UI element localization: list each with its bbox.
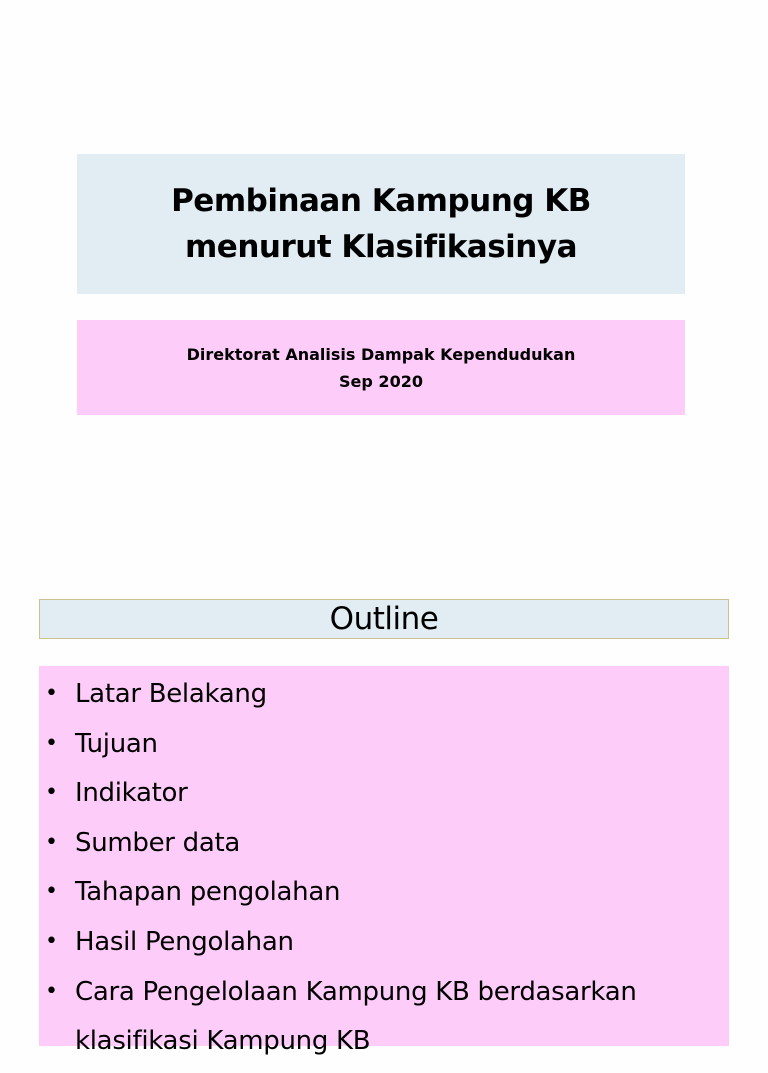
title-box <box>77 154 685 294</box>
outline-item-label: Sumber data <box>75 827 241 858</box>
bullet-icon: • <box>45 730 58 756</box>
outline-item <box>39 726 729 776</box>
bullet-icon: • <box>45 829 58 855</box>
bullet-icon: • <box>45 978 58 1004</box>
bullet-icon: • <box>45 681 58 706</box>
outline-item-label: Latar Belakang <box>75 679 267 709</box>
outline-item-label: Indikator <box>75 778 188 809</box>
outline-title: Outline <box>329 601 439 637</box>
subtitle-date: Sep 2020 <box>339 371 423 391</box>
outline-item <box>39 974 729 1024</box>
outline-item <box>39 874 729 924</box>
outline-list <box>39 666 729 1073</box>
bullet-icon: • <box>45 928 58 954</box>
outline-item-label: Hasil Pengolahan <box>75 926 294 957</box>
subtitle-box <box>77 320 685 415</box>
outline-item <box>39 775 729 825</box>
outline-header <box>39 599 729 639</box>
outline-item-label: klasifikasi Kampung KB <box>75 1026 371 1057</box>
outline-item <box>39 676 729 726</box>
outline-item-label: Cara Pengelolaan Kampung KB berdasarkan <box>75 976 637 1007</box>
outline-body <box>39 666 729 1057</box>
bullet-icon: • <box>45 780 58 806</box>
title-line-2: menurut Klasifikasinya <box>185 229 577 265</box>
title-line-1: Pembinaan Kampung KB <box>171 183 591 219</box>
outline-item-continuation <box>39 1023 729 1073</box>
outline-item-label: Tahapan pengolahan <box>75 877 341 908</box>
bullet-icon: • <box>45 879 58 905</box>
outline-item-label: Tujuan <box>75 728 158 759</box>
outline-item <box>39 825 729 875</box>
outline-item <box>39 924 729 974</box>
subtitle-organization: Direktorat Analisis Dampak Kependudukan <box>186 344 576 364</box>
